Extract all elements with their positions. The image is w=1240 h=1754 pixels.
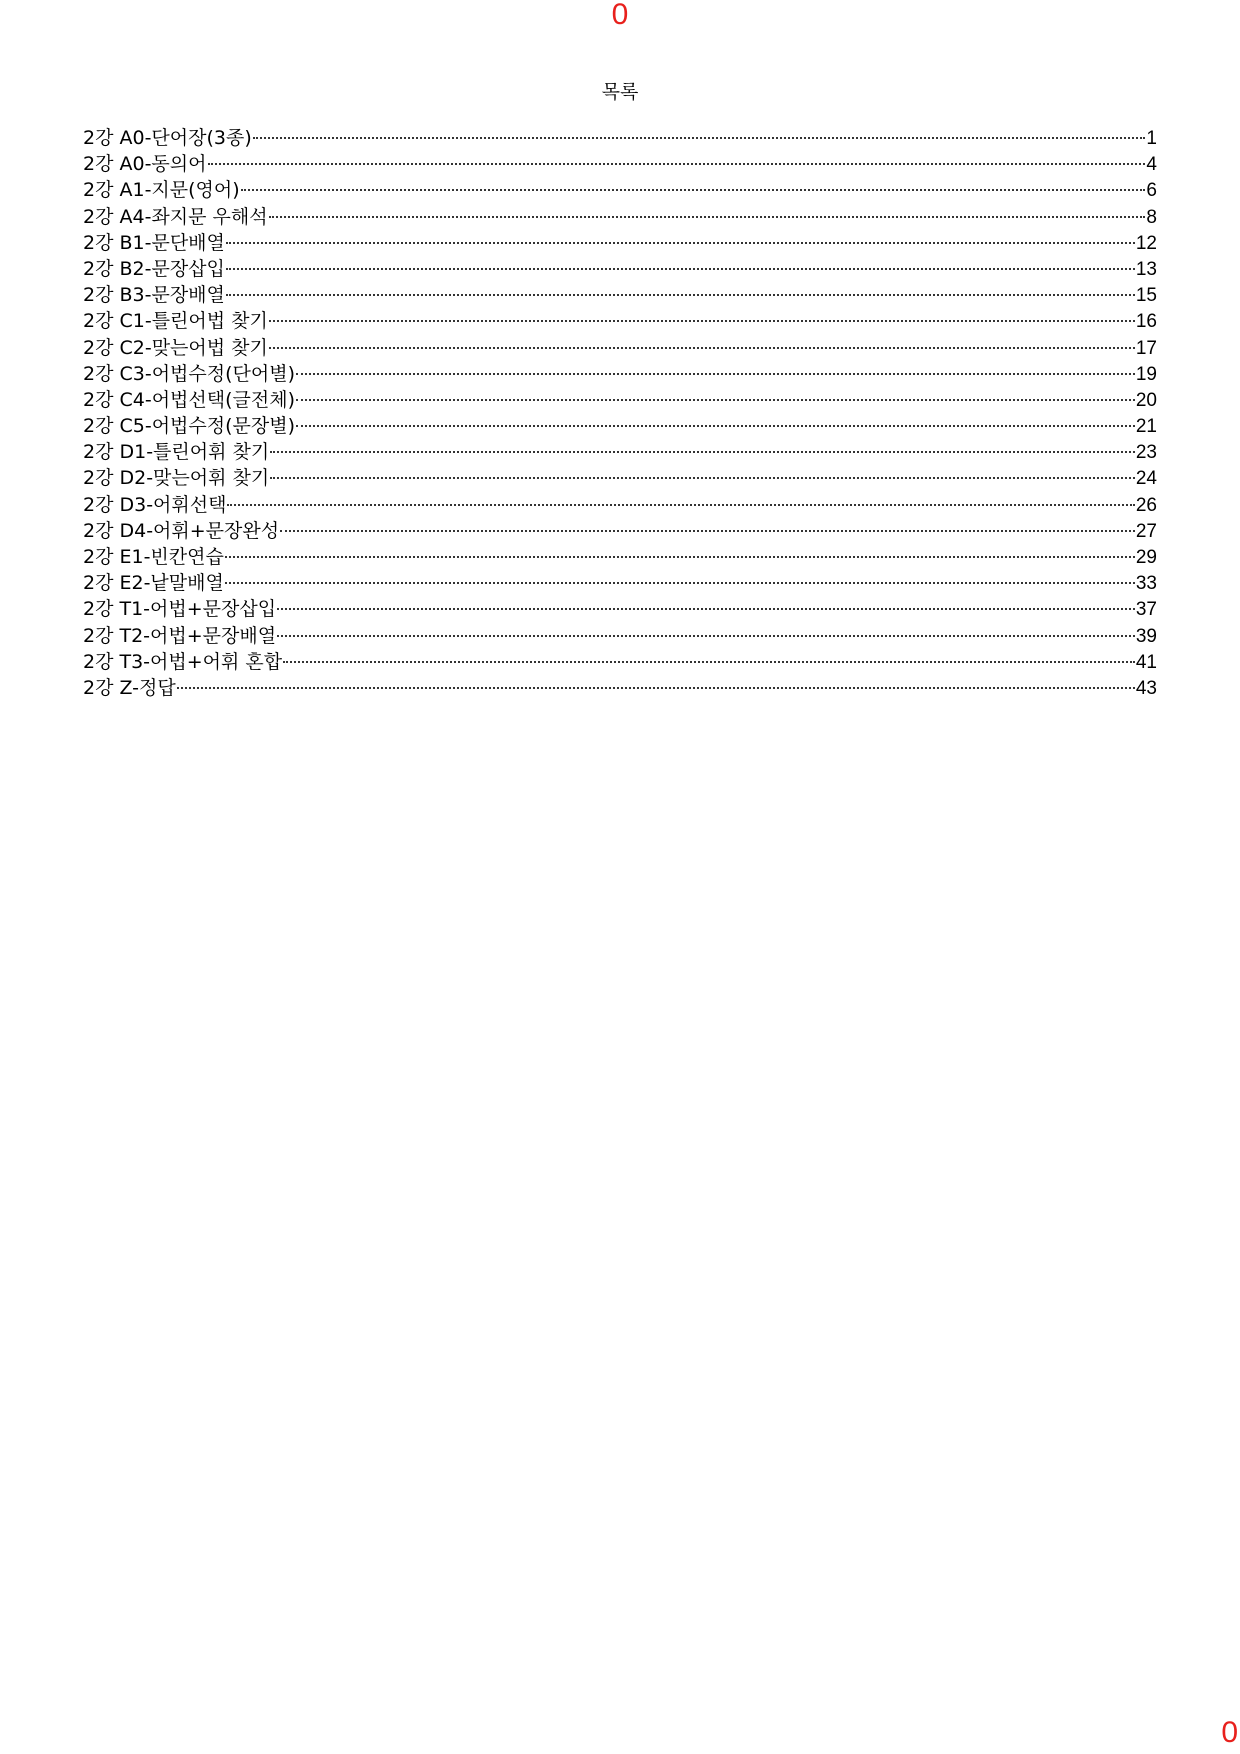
toc-entry-label: 2강 A0-단어장(3종) [83, 127, 252, 149]
toc-dot-leader [296, 425, 1135, 427]
toc-entry-label: 2강 C2-맞는어법 찾기 [83, 336, 268, 359]
toc-entry-page-number: 41 [1135, 651, 1157, 673]
toc-entry-page-number: 24 [1135, 468, 1157, 490]
toc-entry-label: 2강 D3-어휘선택 [83, 493, 227, 516]
toc-dot-leader [226, 268, 1135, 270]
toc-entry-label: 2강 C3-어법수정(단어별) [83, 362, 295, 385]
table-of-contents [83, 125, 1157, 701]
toc-entry[interactable] [83, 570, 1157, 596]
toc-entry-page-number: 29 [1135, 547, 1157, 568]
toc-entry-label: 2강 E1-빈칸연습 [83, 546, 224, 568]
toc-entry-label: 2강 T2-어법+문장배열 [83, 624, 277, 647]
toc-dot-leader [225, 556, 1135, 558]
toc-title: 목록 [601, 81, 639, 103]
toc-entry-label: 2강 B3-문장배열 [83, 284, 225, 307]
toc-entry[interactable] [83, 256, 1157, 282]
toc-dot-leader [227, 504, 1134, 506]
toc-entry-page-number: 39 [1135, 625, 1157, 647]
toc-entry-page-number: 20 [1135, 389, 1157, 411]
toc-dot-leader [208, 163, 1146, 165]
toc-entry-page-number: 21 [1135, 416, 1157, 438]
toc-entry[interactable] [83, 439, 1157, 465]
toc-dot-leader [270, 451, 1135, 453]
toc-entry[interactable] [83, 125, 1157, 151]
toc-dot-leader [177, 687, 1135, 689]
toc-entry[interactable] [83, 649, 1157, 675]
toc-dot-leader [225, 582, 1135, 584]
toc-entry[interactable] [83, 361, 1157, 387]
toc-entry-page-number: 37 [1135, 599, 1157, 621]
toc-entry[interactable] [83, 465, 1157, 491]
toc-entry-label: 2강 C5-어법수정(문장별) [83, 415, 295, 438]
toc-entry-label: 2강 A1-지문(영어) [83, 179, 240, 202]
toc-dot-leader [270, 477, 1135, 479]
toc-entry[interactable] [83, 518, 1157, 544]
toc-entry-label: 2강 T1-어법+문장삽입 [83, 598, 277, 621]
toc-dot-leader [277, 608, 1135, 610]
toc-entry-page-number: 26 [1135, 494, 1157, 516]
toc-entry-label: 2강 D1-틀린어휘 찾기 [83, 441, 270, 464]
toc-dot-leader [280, 530, 1135, 532]
toc-entry[interactable] [83, 544, 1157, 570]
toc-entry-page-number: 27 [1135, 520, 1157, 542]
page-number-top: 0 [611, 0, 629, 31]
toc-entry-label: 2강 A0-동의어 [83, 153, 207, 176]
toc-dot-leader [253, 137, 1146, 139]
toc-entry[interactable] [83, 623, 1157, 649]
toc-dot-leader [296, 399, 1135, 401]
toc-entry-page-number: 13 [1135, 258, 1157, 280]
toc-entry[interactable] [83, 492, 1157, 518]
toc-dot-leader [226, 294, 1135, 296]
toc-dot-leader [283, 661, 1135, 663]
toc-entry-page-number: 8 [1146, 206, 1157, 228]
toc-entry[interactable] [83, 308, 1157, 334]
toc-entry[interactable] [83, 596, 1157, 622]
toc-entry[interactable] [83, 675, 1157, 701]
toc-entry[interactable] [83, 204, 1157, 230]
toc-entry-label: 2강 T3-어법+어휘 혼합 [83, 650, 283, 673]
toc-entry-label: 2강 B2-문장삽입 [83, 257, 225, 280]
toc-dot-leader [241, 189, 1146, 191]
toc-entry[interactable] [83, 177, 1157, 203]
toc-entry-page-number: 17 [1135, 337, 1157, 359]
toc-entry-page-number: 23 [1135, 442, 1157, 464]
toc-entry-page-number: 33 [1135, 573, 1157, 595]
page-number-bottom: 0 [1221, 1716, 1238, 1749]
toc-entry-label: 2강 D4-어휘+문장완성 [83, 519, 280, 542]
toc-dot-leader [226, 242, 1135, 244]
toc-dot-leader [269, 320, 1135, 322]
toc-dot-leader [277, 635, 1135, 637]
toc-dot-leader [269, 216, 1146, 218]
toc-entry[interactable] [83, 335, 1157, 361]
toc-entry-label: 2강 A4-좌지문 우해석 [83, 205, 268, 228]
toc-entry[interactable] [83, 282, 1157, 308]
toc-entry-page-number: 1 [1146, 128, 1157, 149]
toc-entry-page-number: 43 [1135, 677, 1157, 699]
toc-entry[interactable] [83, 413, 1157, 439]
toc-entry-page-number: 19 [1135, 363, 1157, 385]
toc-entry-label: 2강 E2-낱말배열 [83, 572, 224, 595]
toc-entry-label: 2강 C1-틀린어법 찾기 [83, 310, 268, 333]
toc-entry-page-number: 16 [1135, 311, 1157, 333]
toc-entry-label: 2강 Z-정답 [83, 676, 176, 699]
toc-entry-page-number: 4 [1146, 154, 1157, 176]
toc-entry-page-number: 12 [1135, 232, 1157, 254]
toc-dot-leader [296, 373, 1135, 375]
toc-dot-leader [269, 347, 1135, 349]
toc-entry[interactable] [83, 387, 1157, 413]
toc-entry-label: 2강 C4-어법선택(글전체) [83, 388, 295, 411]
toc-entry-page-number: 15 [1135, 285, 1157, 307]
toc-entry-label: 2강 B1-문단배열 [83, 231, 225, 254]
toc-entry-label: 2강 D2-맞는어휘 찾기 [83, 467, 270, 490]
toc-entry[interactable] [83, 151, 1157, 177]
toc-entry-page-number: 6 [1146, 180, 1157, 202]
toc-entry[interactable] [83, 230, 1157, 256]
